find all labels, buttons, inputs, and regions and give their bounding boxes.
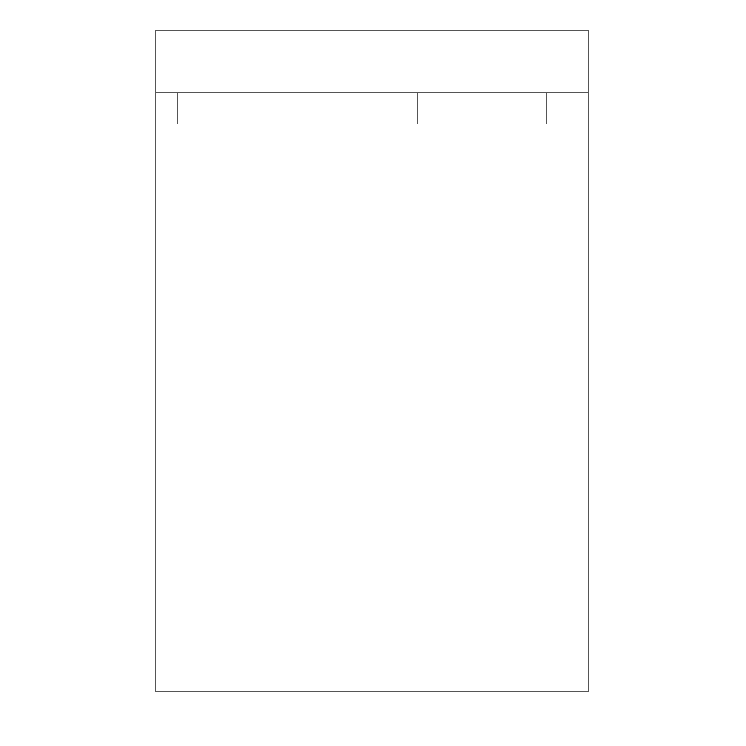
header-parameter [177,93,417,124]
table-header [156,92,588,124]
header-value [417,93,546,124]
product-data-sheet [155,30,589,692]
header-num-cell [156,93,177,124]
header-unit [546,93,588,124]
